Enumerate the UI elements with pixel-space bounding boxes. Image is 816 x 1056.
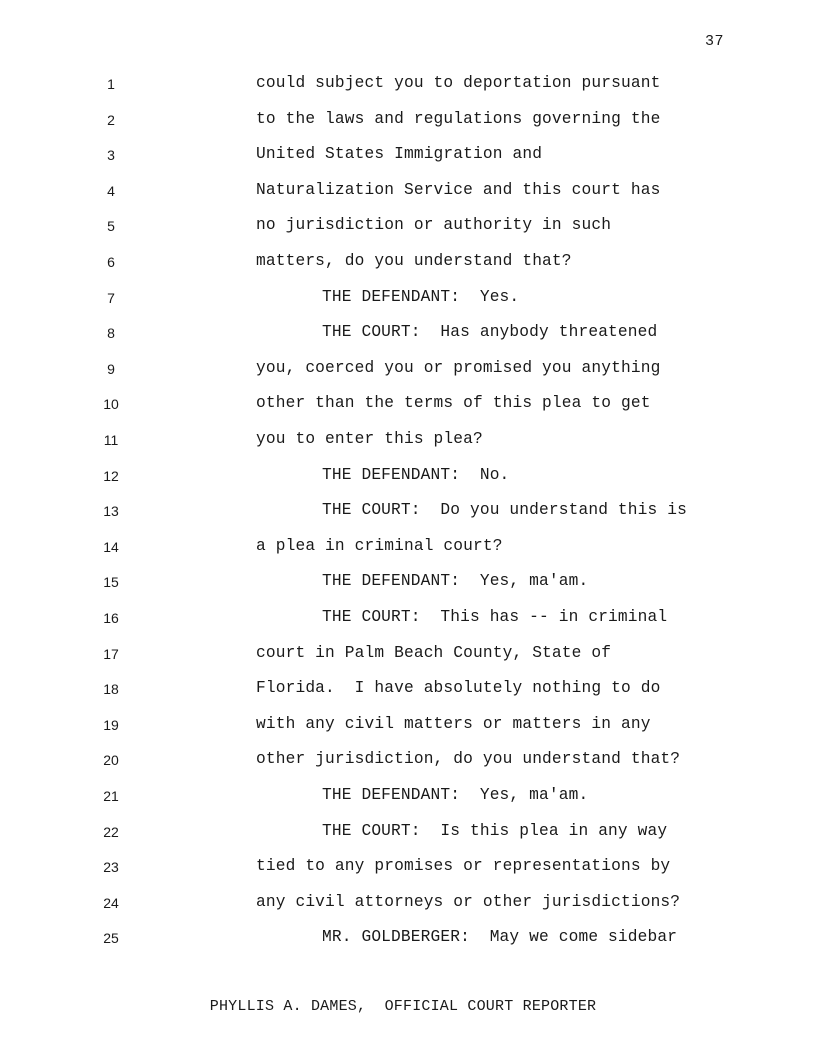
line-number: 1: [107, 76, 115, 92]
line-number: 5: [107, 218, 115, 235]
line-number: 18: [103, 681, 119, 698]
transcript-line: [0, 857, 816, 881]
transcript-line: [0, 288, 816, 312]
transcript-line: [0, 893, 816, 917]
line-text: THE DEFENDANT: Yes.: [322, 287, 520, 306]
line-number: 7: [107, 289, 115, 306]
line-text: THE COURT: Do you understand this is: [322, 501, 687, 520]
transcript-line: [0, 928, 816, 952]
line-number: 24: [103, 894, 119, 911]
line-number: 11: [103, 432, 119, 448]
transcript-line: [0, 679, 816, 703]
transcript-line: [0, 430, 816, 454]
line-text: United States Immigration and: [256, 145, 543, 164]
line-text: you to enter this plea?: [256, 430, 483, 448]
transcript-line: [0, 608, 816, 632]
line-number: 8: [107, 325, 115, 342]
transcript-line: [0, 181, 816, 205]
transcript-line: [0, 110, 816, 134]
line-text: a plea in criminal court?: [256, 536, 503, 555]
line-text: THE COURT: Is this plea in any way: [322, 821, 668, 840]
line-text: MR. GOLDBERGER: May we come sidebar: [322, 928, 678, 947]
line-number: 10: [103, 396, 119, 413]
line-text: any civil attorneys or other jurisdictions?: [256, 892, 681, 911]
line-number: 14: [103, 538, 119, 555]
line-number: 4: [107, 182, 115, 199]
court-reporter-footer: PHYLLIS A. DAMES, OFFICIAL COURT REPORTER: [209, 998, 597, 1015]
line-text: other jurisdiction, do you understand that?: [256, 750, 681, 769]
line-text: THE DEFENDANT: No.: [322, 465, 510, 484]
line-text: no jurisdiction or authority in such: [256, 216, 612, 235]
line-number: 12: [103, 467, 119, 484]
line-number: 15: [103, 574, 119, 591]
transcript-line: [0, 394, 816, 418]
line-text: court in Palm Beach County, State of: [256, 643, 612, 662]
line-text: THE DEFENDANT: Yes, ma'am.: [322, 786, 589, 804]
transcript-line: [0, 572, 816, 596]
line-number: 25: [103, 930, 119, 947]
line-text: Naturalization Service and this court has: [256, 180, 661, 199]
transcript-line: [0, 466, 816, 490]
transcript-line: [0, 644, 816, 668]
transcript-line: [0, 252, 816, 276]
line-number: 22: [103, 823, 119, 840]
line-number: 16: [103, 610, 119, 626]
page-number: 37: [704, 33, 724, 50]
line-number: 13: [103, 503, 119, 520]
line-number: 23: [103, 859, 119, 876]
line-number: 21: [103, 788, 119, 804]
line-number: 17: [103, 645, 119, 662]
line-number: 2: [107, 111, 115, 128]
line-text: other than the terms of this plea to get: [256, 394, 651, 413]
line-text: to the laws and regulations governing the: [256, 109, 661, 128]
transcript-line: [0, 323, 816, 347]
line-text: THE DEFENDANT: Yes, ma'am.: [322, 572, 589, 591]
transcript-line: [0, 537, 816, 561]
line-number: 20: [103, 752, 119, 769]
transcript-line: [0, 359, 816, 383]
line-text: with any civil matters or matters in any: [256, 714, 651, 733]
line-text: THE COURT: This has -- in criminal: [322, 608, 668, 626]
transcript-line: [0, 822, 816, 846]
line-number: 19: [103, 716, 119, 733]
line-number: 9: [107, 360, 115, 377]
transcript-line: [0, 216, 816, 240]
line-text: Florida. I have absolutely nothing to do: [256, 679, 661, 698]
transcript-line: [0, 786, 816, 810]
line-text: you, coerced you or promised you anything: [256, 358, 661, 377]
line-text: matters, do you understand that?: [256, 252, 572, 270]
line-text: tied to any promises or representations by: [256, 857, 671, 876]
line-text: THE COURT: Has anybody threatened: [322, 323, 658, 342]
transcript-line: [0, 750, 816, 774]
transcript-line: [0, 715, 816, 739]
line-text: could subject you to deportation pursuant: [256, 74, 661, 92]
transcript-line: [0, 74, 816, 98]
line-number: 6: [107, 254, 115, 270]
transcript-line: [0, 145, 816, 169]
transcript-line: [0, 501, 816, 525]
line-number: 3: [107, 147, 115, 164]
